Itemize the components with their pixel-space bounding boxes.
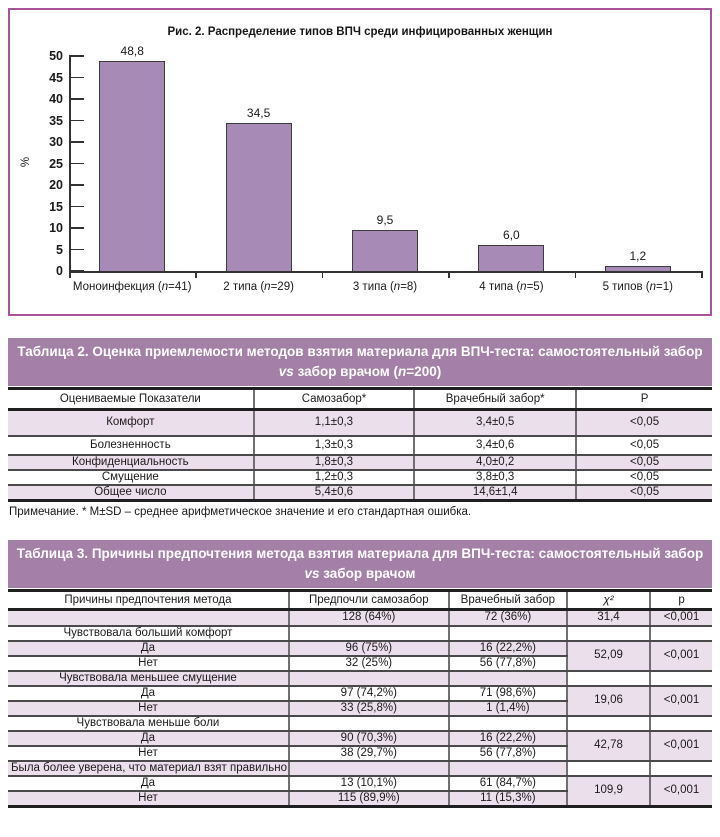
doctor-sampling-value-cell: 56 (77,8%) <box>449 656 567 671</box>
table-row <box>8 485 712 501</box>
y-tick <box>71 184 84 186</box>
p-value-merged-cell: <0,001 <box>650 686 712 716</box>
empty-cell <box>289 761 449 776</box>
doctor-sampling-value-cell: 16 (22,2%) <box>449 731 567 746</box>
doctor-sampling-total-cell: 72 (36%) <box>449 610 567 626</box>
row-label-cell: Смущение <box>8 470 254 485</box>
y-tick-label: 45 <box>49 70 63 85</box>
table-3-grid <box>8 589 712 808</box>
doctor-sampling-value-cell: 14,6±1,4 <box>414 485 576 501</box>
yes-row <box>8 731 712 746</box>
y-tick <box>71 98 84 100</box>
empty-cell <box>449 671 567 686</box>
yes-label-cell: Да <box>8 776 289 791</box>
self-sampling-value-cell: 1,3±0,3 <box>254 436 415 455</box>
section-row <box>8 761 712 776</box>
self-sampling-value-cell: 33 (25,8%) <box>289 701 449 716</box>
table-row <box>8 436 712 455</box>
empty-cell <box>567 761 650 776</box>
bar <box>352 230 418 271</box>
x-category-label: 5 типов (n=1) <box>602 281 673 293</box>
bar-value-label: 34,5 <box>246 105 271 120</box>
x-axis-tick <box>448 273 450 278</box>
p-value-merged-cell: <0,001 <box>650 731 712 761</box>
empty-cell <box>449 716 567 731</box>
self-sampling-value-cell: 96 (75%) <box>289 641 449 656</box>
p-value-cell: <0,05 <box>576 485 712 501</box>
table-3-title-band <box>8 540 712 588</box>
empty-cell <box>449 761 567 776</box>
y-tick <box>71 206 84 208</box>
section-row <box>8 716 712 731</box>
doctor-sampling-value-cell: 1 (1,4%) <box>449 701 567 716</box>
y-tick <box>71 163 84 165</box>
bar <box>99 61 165 271</box>
table-row <box>8 470 712 485</box>
y-axis-title: % <box>20 156 32 167</box>
no-label-cell: Нет <box>8 746 289 761</box>
table-3-column-header: Причины предпочтения метода <box>8 591 289 610</box>
table-3-column-header: Врачебный забор <box>449 591 567 610</box>
x-axis <box>69 271 703 273</box>
no-label-cell: Нет <box>8 701 289 716</box>
doctor-sampling-value-cell: 71 (98,6%) <box>449 686 567 701</box>
table-2-note: Примечание. * M±SD – среднее арифметическое значение и его стандартная ошибка. <box>9 506 472 518</box>
chi-square-merged-cell: 42,78 <box>567 731 650 761</box>
chi-square-merged-cell: 19,06 <box>567 686 650 716</box>
section-label-cell: Чувствовала больший комфорт <box>8 626 289 641</box>
y-tick-label: 0 <box>56 264 63 278</box>
x-category-label: 4 типа (n=5) <box>479 281 544 293</box>
row-label-cell: Общее число <box>8 485 254 501</box>
x-axis-tick <box>195 273 197 278</box>
y-tick-label: 25 <box>49 156 63 171</box>
empty-cell <box>449 626 567 641</box>
table-3-title-line2: vs забор врачом <box>304 566 416 581</box>
p-value-cell: <0,05 <box>576 470 712 485</box>
y-tick <box>71 249 84 251</box>
x-category-label: 2 типа (n=29) <box>223 281 294 293</box>
doctor-sampling-value-cell: 3,8±0,3 <box>414 470 576 485</box>
empty-cell <box>650 671 712 686</box>
self-sampling-value-cell: 5,4±0,6 <box>254 485 415 501</box>
y-tick-label: 50 <box>49 49 63 63</box>
table-2 <box>8 338 712 518</box>
table-2-column-header: Врачебный забор* <box>414 389 576 410</box>
figure-2-box <box>8 8 712 316</box>
p-value-cell: <0,05 <box>576 436 712 455</box>
self-sampling-total-cell: 128 (64%) <box>289 610 449 626</box>
empty-cell <box>650 626 712 641</box>
bar <box>605 266 671 271</box>
no-label-cell: Нет <box>8 656 289 671</box>
self-sampling-value-cell: 1,1±0,3 <box>254 410 415 436</box>
row-label-cell: Конфиденциальность <box>8 455 254 470</box>
bar <box>478 245 544 271</box>
y-tick-label: 35 <box>49 113 63 128</box>
self-sampling-value-cell: 13 (10,1%) <box>289 776 449 791</box>
table-3-column-header: p <box>650 591 712 610</box>
x-axis-tick <box>69 273 71 278</box>
chi-square-merged-cell: 52,09 <box>567 641 650 671</box>
y-tick <box>71 141 84 143</box>
yes-label-cell: Да <box>8 641 289 656</box>
section-row <box>8 671 712 686</box>
empty-cell <box>650 716 712 731</box>
doctor-sampling-value-cell: 4,0±0,2 <box>414 455 576 470</box>
y-tick-label: 5 <box>56 242 63 257</box>
x-category-label: 3 типа (n=8) <box>352 281 418 293</box>
p-value-cell: <0,05 <box>576 455 712 470</box>
bar-value-label: 1,2 <box>629 248 647 263</box>
empty-cell <box>8 610 289 626</box>
yes-row <box>8 641 712 656</box>
table-2-grid <box>8 387 712 502</box>
y-tick-label: 20 <box>49 178 63 192</box>
y-tick <box>71 77 84 79</box>
section-row <box>8 626 712 641</box>
p-value-merged-cell: <0,001 <box>650 641 712 671</box>
yes-label-cell: Да <box>8 686 289 701</box>
figure-title: Рис. 2. Распределение типов ВПЧ среди инфицированных женщин <box>167 26 553 38</box>
chi-square-merged-cell: 109,9 <box>567 776 650 807</box>
y-tick-label: 15 <box>49 199 63 214</box>
bar-chart <box>10 10 710 314</box>
table-2-column-header: Самозабор* <box>254 389 415 410</box>
table-3 <box>8 540 712 808</box>
x-category-label: Моноинфекция (n=41) <box>72 281 192 293</box>
doctor-sampling-value-cell: 61 (84,7%) <box>449 776 567 791</box>
table-2-title-band <box>8 338 712 386</box>
no-label-cell: Нет <box>8 791 289 807</box>
y-tick <box>71 120 84 122</box>
doctor-sampling-value-cell: 16 (22,2%) <box>449 641 567 656</box>
bar <box>226 123 292 271</box>
empty-cell <box>567 671 650 686</box>
table-row <box>8 455 712 470</box>
bar-value-label: 48,8 <box>120 44 144 59</box>
empty-cell <box>289 671 449 686</box>
section-label-cell: Чувствовала меньше боли <box>8 716 289 731</box>
doctor-sampling-value-cell: 3,4±0,6 <box>414 436 576 455</box>
table-2-title-line2: vs забор врачом (n=200) <box>278 364 442 379</box>
self-sampling-value-cell: 90 (70,3%) <box>289 731 449 746</box>
y-tick <box>71 227 84 229</box>
p-value-cell: <0,001 <box>650 610 712 626</box>
table-2-header-row <box>8 389 712 410</box>
doctor-sampling-value-cell: 3,4±0,5 <box>414 410 576 436</box>
table-3-header-row <box>8 591 712 610</box>
yes-row <box>8 776 712 791</box>
x-axis-tick <box>322 273 324 278</box>
x-axis-tick <box>575 273 577 278</box>
yes-label-cell: Да <box>8 731 289 746</box>
p-value-merged-cell: <0,001 <box>650 776 712 807</box>
empty-cell <box>567 626 650 641</box>
empty-cell <box>567 716 650 731</box>
empty-cell <box>289 626 449 641</box>
self-sampling-value-cell: 115 (89,9%) <box>289 791 449 807</box>
self-sampling-value-cell: 38 (29,7%) <box>289 746 449 761</box>
section-label-cell: Чувствовала меньшее смущение <box>8 671 289 686</box>
table-2-column-header: Оцениваемые Показатели <box>8 389 254 410</box>
doctor-sampling-value-cell: 56 (77,8%) <box>449 746 567 761</box>
y-tick <box>71 270 84 272</box>
self-sampling-value-cell: 97 (74,2%) <box>289 686 449 701</box>
bar-value-label: 6,0 <box>503 228 520 243</box>
y-tick-label: 10 <box>49 221 63 235</box>
self-sampling-value-cell: 32 (25%) <box>289 656 449 671</box>
empty-cell <box>650 761 712 776</box>
empty-cell <box>289 716 449 731</box>
chi-square-cell: 31,4 <box>567 610 650 626</box>
y-tick-label: 40 <box>49 92 63 106</box>
self-sampling-value-cell: 1,2±0,3 <box>254 470 415 485</box>
y-tick-label: 30 <box>49 135 63 149</box>
x-axis-tick <box>701 273 703 278</box>
table-3-column-header: Предпочли самозабор <box>289 591 449 610</box>
table-2-title-line1: Таблица 2. Оценка приемлемости методов взятия материала для ВПЧ-теста: самостоятельный забор <box>17 344 703 359</box>
table-3-title-line1: Таблица 3. Причины предпочтения метода взятия материала для ВПЧ-теста: самостоятельный забор <box>16 546 704 561</box>
bar-value-label: 9,5 <box>376 213 394 228</box>
self-sampling-value-cell: 1,8±0,3 <box>254 455 415 470</box>
section-label-cell: Была более уверена, что материал взят правильно <box>8 761 289 776</box>
yes-row <box>8 686 712 701</box>
table-3-column-header: χ² <box>567 591 650 610</box>
row-label-cell: Комфорт <box>8 410 254 436</box>
p-value-cell: <0,05 <box>576 410 712 436</box>
totals-row <box>8 610 712 626</box>
row-label-cell: Болезненность <box>8 436 254 455</box>
table-2-column-header: Р <box>576 389 712 410</box>
table-row <box>8 410 712 436</box>
doctor-sampling-value-cell: 11 (15,3%) <box>449 791 567 807</box>
